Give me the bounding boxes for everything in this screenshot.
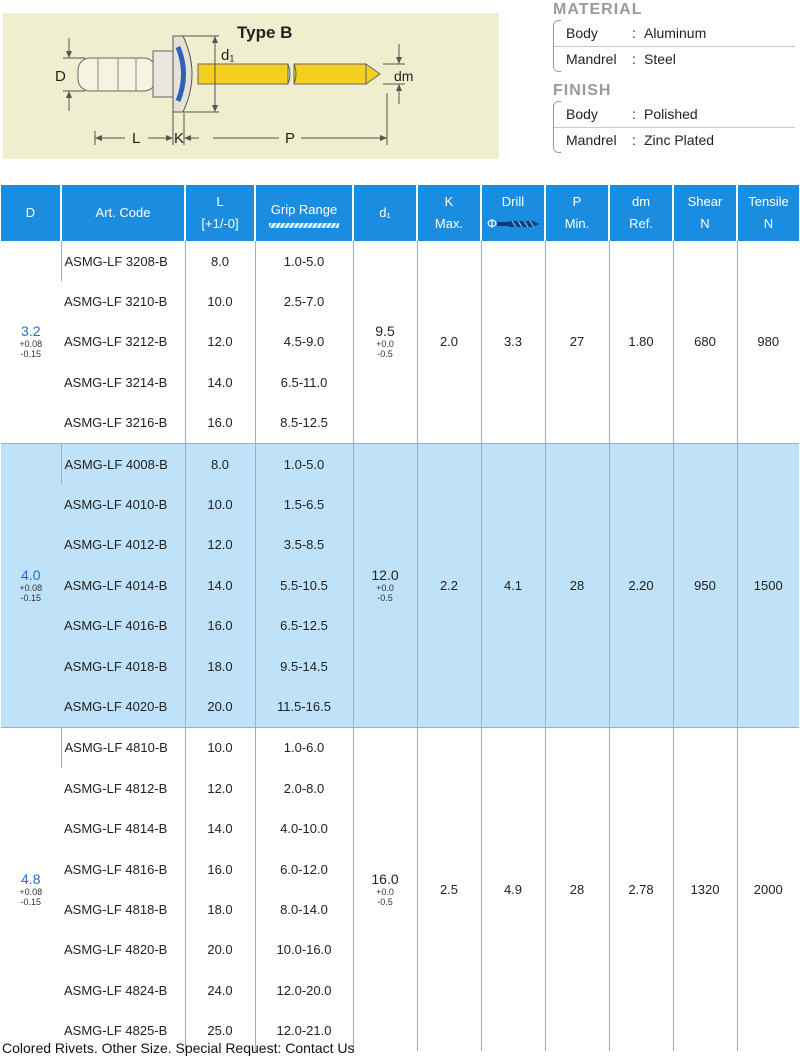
cell-art-code: ASMG-LF 4810-B [61, 727, 185, 768]
material-box [553, 20, 795, 72]
label-K: K [174, 130, 185, 147]
header-tensile [737, 185, 799, 241]
cell-P: 28 [545, 727, 609, 1051]
cell-P: 28 [545, 443, 609, 727]
cell-art-code: ASMG-LF 3214-B [64, 374, 168, 390]
label-P: P [285, 130, 296, 147]
cell-grip-range: 3.5-8.5 [255, 525, 353, 565]
cell-art-code: ASMG-LF 4814-B [64, 821, 168, 837]
finish-body-row [566, 101, 795, 127]
cell-L: 20.0 [185, 686, 255, 727]
cell-art-code: ASMG-LF 4825-B [64, 1023, 168, 1039]
cell-L: 24.0 [185, 970, 255, 1010]
d1-tolerance-minus: -0.5 [377, 896, 393, 907]
d1-tolerance-plus: +0.0 [376, 582, 394, 593]
d-tolerance-minus: -0.15 [20, 349, 41, 360]
cell-L: 14.0 [185, 565, 255, 605]
cell-drill: 4.1 [481, 443, 545, 727]
finish-section [553, 81, 795, 153]
header-P [545, 185, 609, 241]
cell-L: 16.0 [185, 403, 255, 444]
cell-d1 [353, 727, 417, 1051]
material-mandrel-label: Mandrel [566, 51, 617, 67]
header-L [185, 185, 255, 241]
cell-grip-range: 1.0-5.0 [255, 443, 353, 484]
cell-art-code: ASMG-LF 4018-B [61, 646, 185, 686]
d-value: 4.0 [21, 566, 41, 583]
header-P-top: P [572, 194, 582, 209]
finish-body-value: Polished [644, 106, 698, 122]
cell-art-code: ASMG-LF 4820-B [64, 942, 168, 958]
cell-dm: 2.20 [609, 443, 673, 727]
cell-art-code: ASMG-LF 4016-B [61, 606, 185, 646]
finish-mandrel-row [566, 127, 795, 153]
cell-art-code: ASMG-LF 4818-B [64, 901, 168, 917]
cell-dm: 2.78 [609, 727, 673, 1051]
cell-grip-range: 8.5-12.5 [255, 403, 353, 444]
cell-D [1, 727, 61, 1051]
cell-art-code: ASMG-LF 4824-B [64, 982, 168, 998]
cell-art-code: ASMG-LF 3210-B [64, 294, 168, 310]
rivet-diagram [3, 13, 499, 159]
d-tolerance-plus: +0.08 [19, 886, 43, 897]
cell-drill: 3.3 [481, 241, 545, 443]
header-tensile-bottom: N [763, 216, 774, 231]
header-dm-top: dm [631, 194, 651, 209]
finish-box [553, 101, 795, 153]
d-value: 4.8 [21, 870, 41, 887]
cell-L: 16.0 [185, 606, 255, 646]
d-tolerance-minus: -0.15 [20, 592, 41, 603]
cell-tensile: 2000 [737, 727, 799, 1051]
header-grip [255, 185, 353, 241]
d1-value: 12.0 [371, 566, 399, 583]
header-K [417, 185, 481, 241]
cell-grip-range: 1.0-6.0 [255, 727, 353, 768]
d1-tolerance-plus: +0.0 [376, 886, 394, 897]
material-body-label: Body [566, 25, 598, 41]
header-drill-bottom [482, 213, 544, 235]
header-drill-top: Drill [501, 194, 525, 209]
material-mandrel-value: Steel [644, 51, 676, 67]
cell-tensile: 980 [737, 241, 799, 443]
table-header-row [1, 185, 799, 241]
d1-value: 9.5 [375, 323, 395, 340]
cell-art-code: ASMG-LF 4816-B [64, 861, 168, 877]
header-K-top: K [444, 194, 454, 209]
cell-L: 18.0 [185, 646, 255, 686]
cell-grip-range: 2.0-8.0 [255, 768, 353, 808]
cell-grip-range: 1.5-6.5 [255, 484, 353, 524]
cell-L: 8.0 [185, 443, 255, 484]
cell-grip-range: 10.0-16.0 [255, 930, 353, 970]
cell-drill: 4.9 [481, 727, 545, 1051]
cell-L: 12.0 [185, 322, 255, 362]
rivet-spec-table [1, 185, 799, 1051]
header-art-code: Art. Code [61, 185, 185, 241]
cell-shear: 950 [673, 443, 737, 727]
cell-shear: 680 [673, 241, 737, 443]
cell-grip-range: 6.0-12.0 [255, 849, 353, 889]
cell-grip-range: 8.0-14.0 [255, 889, 353, 929]
cell-art-code: ASMG-LF 4812-B [64, 780, 168, 796]
cell-K: 2.5 [417, 727, 481, 1051]
finish-title: FINISH [553, 82, 612, 99]
cell-dm: 1.80 [609, 241, 673, 443]
cell-L: 10.0 [185, 727, 255, 768]
divider [554, 127, 795, 128]
cell-grip-range: 4.0-10.0 [255, 808, 353, 848]
d-value: 3.2 [21, 323, 41, 340]
cell-K: 2.0 [417, 241, 481, 443]
label-L: L [132, 130, 141, 147]
cell-K: 2.2 [417, 443, 481, 727]
cell-grip-range: 5.5-10.5 [255, 565, 353, 605]
cell-art-code: ASMG-LF 3212-B [64, 334, 168, 350]
cell-art-code: ASMG-LF 4008-B [61, 443, 185, 484]
table-row [1, 241, 799, 281]
table-row [1, 727, 799, 768]
cell-L: 18.0 [185, 889, 255, 929]
colon: : [632, 132, 636, 148]
finish-body-label: Body [566, 106, 598, 122]
material-mandrel-row [566, 46, 795, 72]
material-body-row [566, 20, 795, 46]
cell-grip-range: 6.5-11.0 [255, 362, 353, 402]
cell-L: 16.0 [185, 849, 255, 889]
rivet-drawing [3, 13, 499, 159]
cell-L: 10.0 [185, 484, 255, 524]
drill-bit-icon [497, 220, 539, 228]
cell-L: 14.0 [185, 808, 255, 848]
table-body [1, 241, 799, 1051]
cell-art-code: ASMG-LF 3208-B [61, 241, 185, 281]
cell-grip-range: 6.5-12.5 [255, 606, 353, 646]
cell-d1 [353, 241, 417, 443]
cell-L: 20.0 [185, 930, 255, 970]
finish-mandrel-value: Zinc Plated [644, 132, 715, 148]
cell-d1 [353, 443, 417, 727]
label-d1: d₁ [221, 47, 235, 64]
header-tensile-top: Tensile [748, 194, 789, 209]
cell-D [1, 241, 61, 443]
cell-L: 8.0 [185, 241, 255, 281]
header-dm-bottom: Ref. [629, 216, 653, 231]
cell-art-code: ASMG-LF 4010-B [61, 484, 185, 524]
d1-tolerance-plus: +0.0 [376, 339, 394, 350]
d-tolerance-minus: -0.15 [20, 896, 41, 907]
d1-tolerance-minus: -0.5 [377, 349, 393, 360]
d1-tolerance-minus: -0.5 [377, 592, 393, 603]
header-shear-top: Shear [687, 194, 723, 209]
cell-L: 25.0 [185, 1010, 255, 1050]
cell-shear: 1320 [673, 727, 737, 1051]
diagram-title: Type B [237, 23, 293, 42]
cell-L: 12.0 [185, 525, 255, 565]
table-row [1, 443, 799, 484]
material-section [553, 0, 795, 72]
cell-P: 27 [545, 241, 609, 443]
d-tolerance-plus: +0.08 [19, 339, 43, 350]
header-K-bottom: Max. [434, 216, 464, 231]
header-L-bottom: [+1/-0] [201, 216, 239, 231]
cell-L: 12.0 [185, 768, 255, 808]
cell-L: 14.0 [185, 362, 255, 402]
colon: : [632, 25, 636, 41]
d1-value: 16.0 [371, 870, 399, 887]
cell-tensile: 1500 [737, 443, 799, 727]
divider [554, 46, 795, 47]
header-drill [481, 185, 545, 241]
header-shear [673, 185, 737, 241]
cell-grip-range: 11.5-16.5 [255, 686, 353, 727]
header-drill-phi: Φ [486, 216, 498, 231]
header-grip-label: Grip Range [270, 201, 338, 217]
cell-art-code: ASMG-LF 4014-B [61, 565, 185, 605]
label-D: D [55, 68, 66, 85]
header-d1: d₁ [353, 185, 417, 241]
footer-note: Colored Rivets. Other Size. Special Request: Contact Us [2, 1040, 355, 1056]
cell-grip-range: 9.5-14.5 [255, 646, 353, 686]
cell-grip-range: 12.0-21.0 [255, 1010, 353, 1050]
label-dm: dm [394, 68, 414, 84]
header-shear-bottom: N [700, 216, 710, 231]
finish-mandrel-label: Mandrel [566, 132, 617, 148]
header-L-top: L [216, 194, 224, 209]
cell-grip-range: 12.0-20.0 [255, 970, 353, 1010]
cell-grip-range: 4.5-9.0 [255, 322, 353, 362]
header-dm [609, 185, 673, 241]
cell-art-code: ASMG-LF 4020-B [61, 686, 185, 727]
colon: : [632, 106, 636, 122]
header-P-bottom: Min. [564, 216, 590, 231]
cell-grip-range: 2.5-7.0 [255, 281, 353, 321]
grip-range-icon [269, 223, 339, 228]
cell-art-code: ASMG-LF 4012-B [61, 525, 185, 565]
header-D: D [1, 185, 61, 241]
material-body-value: Aluminum [644, 25, 707, 41]
cell-art-code: ASMG-LF 3216-B [64, 415, 168, 431]
cell-L: 10.0 [185, 281, 255, 321]
cell-D [1, 443, 61, 727]
cell-grip-range: 1.0-5.0 [255, 241, 353, 281]
colon: : [632, 51, 636, 67]
material-title: MATERIAL [553, 1, 643, 18]
d-tolerance-plus: +0.08 [19, 582, 43, 593]
